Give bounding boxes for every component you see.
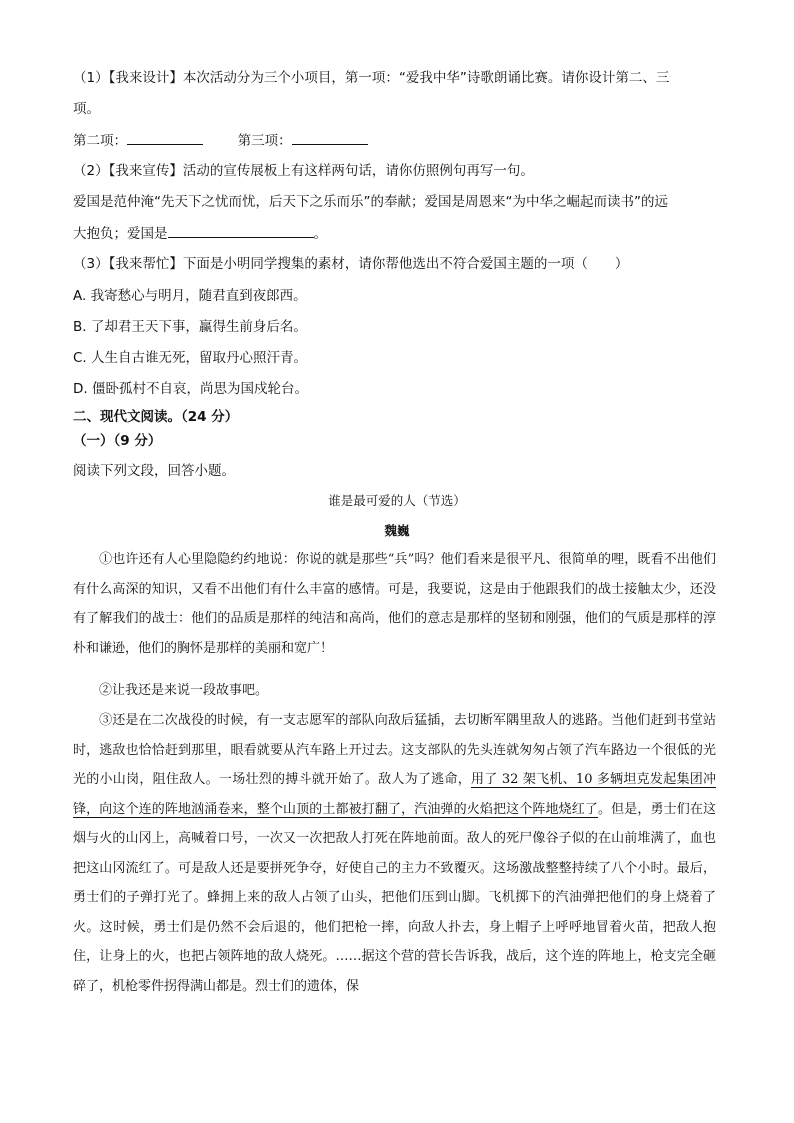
q1-line2 xyxy=(73,100,100,118)
q2-example-line2 xyxy=(73,224,327,243)
q1-text-line1: 本次活动分为三个小项目，第一项：“爱我中华”诗歌朗诵比赛。请你设计第二、三 xyxy=(182,70,670,86)
q3-option-d-text: D. 僵卧孤村不自哀，尚思为国戍轮台。 xyxy=(73,381,308,397)
section-instruction: 阅读下列文段，回答小题。 xyxy=(73,463,235,479)
q1-answer-line xyxy=(73,131,368,150)
q3-option-d[interactable] xyxy=(73,380,308,398)
article-title: 谁是最可爱的人（节选） xyxy=(328,493,466,508)
q3-option-b-text: B. 了却君王天下事，赢得生前身后名。 xyxy=(73,319,307,335)
article-paragraph-1 xyxy=(73,545,716,663)
article-paragraph-2 xyxy=(73,676,716,706)
q2-example-end: 。 xyxy=(313,226,327,242)
q3-prefix: （3） xyxy=(73,256,109,272)
q2-example-line1 xyxy=(73,193,668,211)
q1-item2-blank[interactable] xyxy=(127,131,203,145)
q3-option-b[interactable] xyxy=(73,318,307,336)
q2-example-text1: 爱国是范仲淹“先天下之忧而忧，后天下之乐而乐”的奉献；爱国是周恩来“为中华之崛起而读书”的远 xyxy=(73,194,668,210)
section-subheading: （一）（9 分） xyxy=(73,433,162,449)
q1-line1 xyxy=(73,69,669,87)
q3-option-c[interactable] xyxy=(73,349,307,367)
article-p3-text-b: 。但是，勇士们在这烟与火的山冈上，高喊着口号，一次又一次把敌人打死在阵地前面。敌人的死尸像谷子似的在山前堆满了，血也把这山冈流红了。可是敌人还是要拼死争夺，好使自己的主力不致覆灭。这场激战整整持续了八个小时。最后，勇士们的子弹打光了。蜂拥上来的敌人占领了山头，把他们压到山脚。飞机掷下的汽油弹把他们的身上烧着了火。这时候，勇士们是仍然不会后退的，他们把枪一摔，向敌人扑去，身上帽子上呼呼地冒着火苗，把敌人抱住，让身上的火，也把占领阵地的敌人烧死。……据这个营的营长告诉我，战后，这个连的阵地上，枪支完全砸碎了，机枪零件拐得满山都是。烈士们的遗体，保 xyxy=(73,801,716,994)
article-p3-underlined: 用了 32 架飞机、10 多辆坦克发起集团冲锋，向这个连的阵地汹涌卷来，整个山顶的土都被打翻了，汽油弹的火焰把这个阵地烧红了 xyxy=(73,772,716,817)
article-p3-text-a: ③还是在二次战役的时候，有一支志愿军的部队向敌后猛插，去切断军隅里敌人的逃路。当他们赶到书堂站时，逃敌也恰恰赶到那里，眼看就要从汽车路上开过去。这支部队的先头连就匆匆占领了汽车路边一个很低的光光的小山岗，阻住敌人。一场壮烈的搏斗就开始了。敌人为了逃命， xyxy=(73,713,716,787)
q1-text-line2: 项。 xyxy=(73,101,100,117)
q2-line1 xyxy=(73,162,534,180)
q1-item2-label: 第二项： xyxy=(73,133,127,149)
section-heading: 二、现代文阅读。（24 分） xyxy=(73,409,239,425)
q3-tag: 【我来帮忙】 xyxy=(108,256,183,272)
q1-prefix: （1） xyxy=(73,70,109,86)
q2-answer-blank[interactable] xyxy=(168,224,314,238)
q2-example-text2: 大抱负；爱国是 xyxy=(73,226,168,242)
q3-option-a[interactable] xyxy=(73,287,307,305)
q3-line1 xyxy=(73,255,628,273)
article-p2-text: ②让我还是来说一段故事吧。 xyxy=(99,683,269,698)
q2-text: 活动的宣传展板上有这样两句话，请你仿照例句再写一句。 xyxy=(182,163,534,179)
article-p1-text: ①也许还有人心里隐隐约约地说：你说的就是那些“兵”吗？他们看来是很平凡、很简单的哩，既看不出他们有什么高深的知识，又看不出他们有什么丰富的感情。可是，我要说，这是由于他跟我们的战士接触太少，还没有了解我们的战士：他们的品质是那样的纯洁和高尚，他们的意志是那样的坚韧和刚强，他们的气质是那样的淳朴和谦逊，他们的胸怀是那样的美丽和宽广！ xyxy=(73,552,716,656)
article-paragraph-3 xyxy=(73,706,716,1001)
q1-tag: 【我来设计】 xyxy=(108,70,183,86)
q2-prefix: （2） xyxy=(73,163,109,179)
q1-item3-blank[interactable] xyxy=(292,131,368,145)
q3-option-c-text: C. 人生自古谁无死，留取丹心照汗青。 xyxy=(73,350,308,366)
article-author: 魏巍 xyxy=(384,523,410,538)
q2-tag: 【我来宣传】 xyxy=(108,163,183,179)
q1-item3-label: 第三项： xyxy=(237,133,292,149)
q3-option-a-text: A. 我寄愁心与明月，随君直到夜郎西。 xyxy=(73,288,307,304)
q3-text: 下面是小明同学搜集的素材，请你帮他选出不符合爱国主题的一项（ ） xyxy=(182,256,629,272)
